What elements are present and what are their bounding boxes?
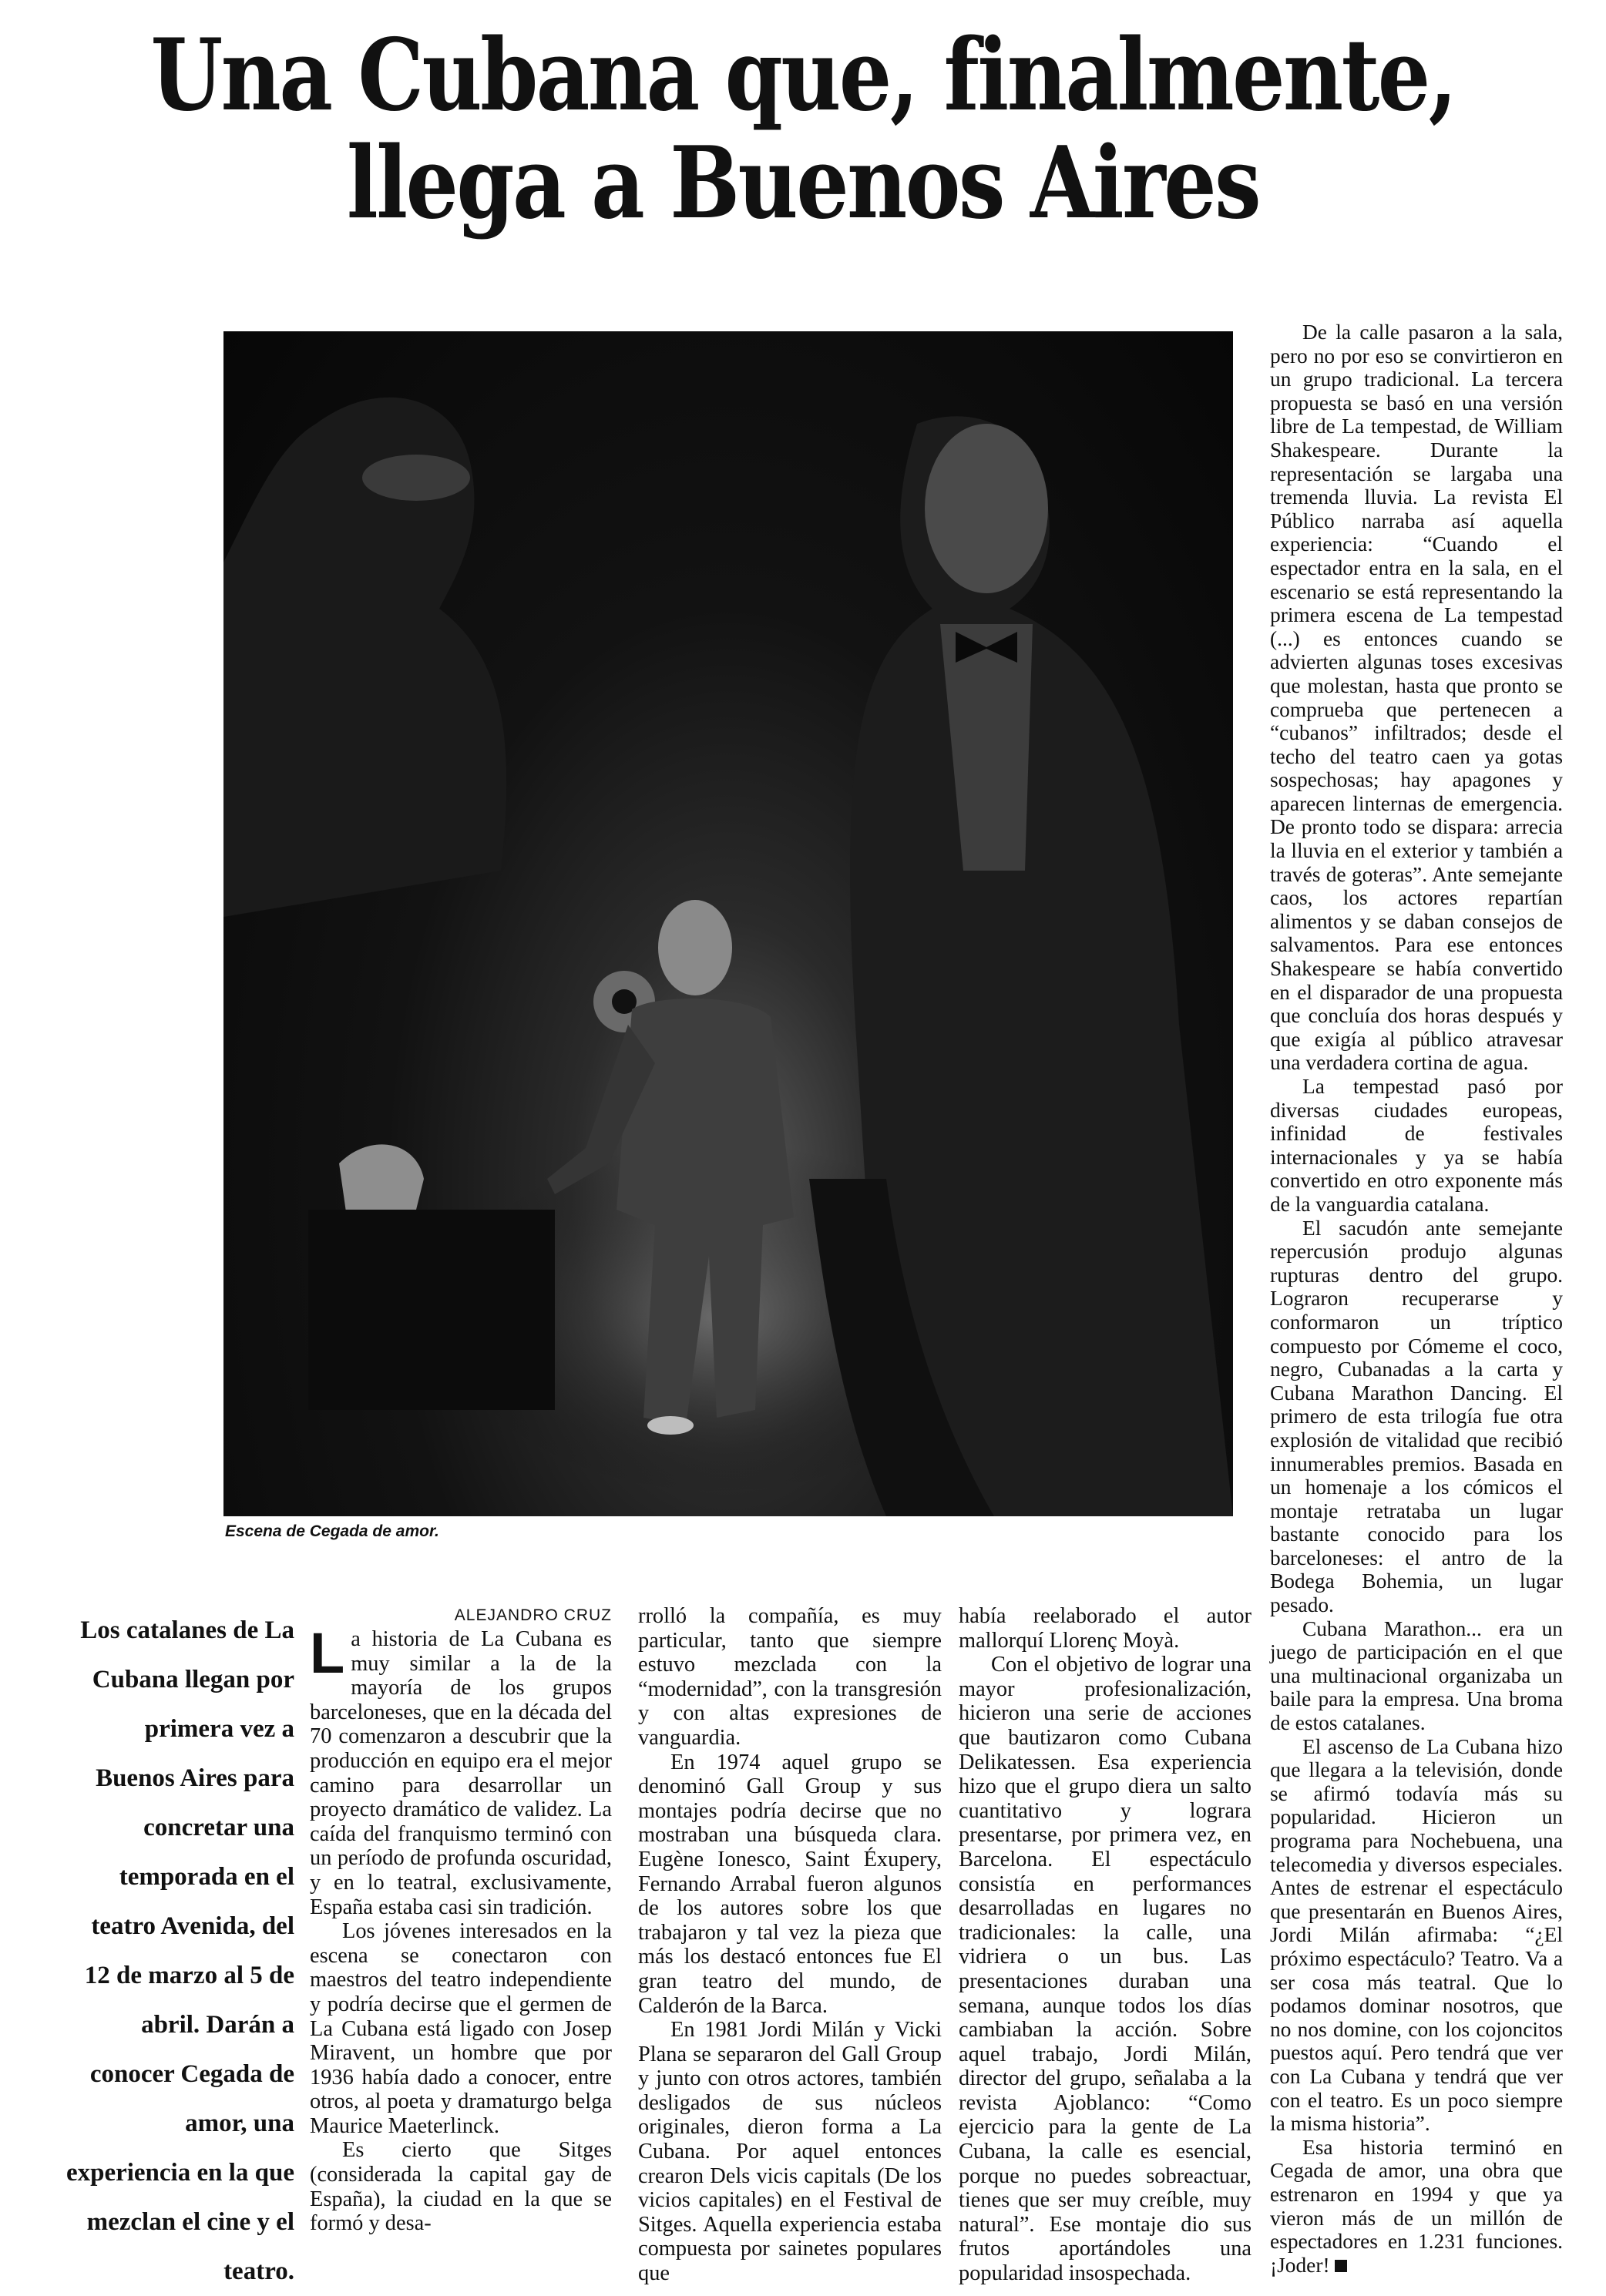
- paragraph: De la calle pasaron a la sala, pero no por eso se convirtieron en un grupo tradicional. La tercera propuesta se basó en una versión libre de La tempestad, de William Shakespeare. Durante la representación se largaba una tremenda lluvia. La revista El Público narraba así aquella experiencia: “Cuando el espectador entra en la sala, en el escenario se está representando la primera escena de La tempestad (...) es entonces cuando se advierten algunas toses excesivas que molestan, hasta que pronto se comprueba que pertenecen a “cubanos” infiltrados; desde el techo del teatro caen ya gotas sospechosas; hay apagones y aparecen linternas de emergencia. De pronto todo se dispara: arrecia la lluvia en el exterior y también a través de goteras”. Ante semejante caos, los actores repartían alimentos y se daban consejos de salvamentos. Para ese entonces Shakespeare se había convertido en el disparador de una propuesta que concluía dos horas después y que exigía al público atravesar una verdadera cortina de agua.: [1270, 321, 1563, 1075]
- end-mark-icon: [1335, 2260, 1347, 2272]
- paragraph: En 1974 aquel grupo se denominó Gall Group y sus montajes podría decirse que no mostraban una búsqueda clara. Eugène Ionesco, Saint Éxupery, Fernando Arrabal fueron algunos de los autores sobre los que trabajaron y tal vez la pieza que más los destacó entonces fue El gran teatro del mundo, de Calderón de la Barca.: [638, 1750, 942, 2018]
- paragraph: Esa historia terminó en Cegada de amor, una obra que estrenaron en 1994 y que ya vieron más de un millón de espectadores en 1.231 funciones. ¡Joder!: [1270, 2135, 1563, 2277]
- paragraph: Cubana Marathon... era un juego de participación en el que una multinacional organizaba un baile para la empresa. Una broma de estos catalanes.: [1270, 1616, 1563, 1735]
- paragraph: Es cierto que Sitges (considerada la capital gay de España), la ciudad en la que se formó y desa-: [310, 2138, 612, 2236]
- article-column-2: [638, 1604, 942, 2286]
- paragraph: El sacudón ante semejante repercusión produjo algunas rupturas dentro del grupo. Lograron recuperarse y conformaron un tríptico compuesto por Cómeme el coco, negro, Cubanadas a la carta y Cubana Marathon Dancing. El primero de esta trilogía fue otra explosión de vitalidad que recibió innumerables premios. Basada en un homenaje a los cómicos el montaje retrataba un lugar bastante conocido para los barceloneses: el antro de la Bodega Bohemia, un lugar pesado.: [1270, 1216, 1563, 1617]
- article-column-4: [1270, 321, 1563, 2277]
- actor-shoe: [647, 1416, 694, 1435]
- man-face: [925, 424, 1048, 593]
- stage-photo-figures: [223, 331, 1233, 1516]
- headline-line-2: llega a Buenos Aires: [346, 126, 1260, 241]
- paragraph: La tempestad pasó por diversas ciudades europeas, infinidad de festivales internacionales y ya se había convertido en otro exponente más de la vanguardia catalana.: [1270, 1075, 1563, 1216]
- stage-prop-left: [339, 1144, 424, 1217]
- article-column-1: [310, 1604, 612, 2236]
- paragraph: había reelaborado el autor mallorquí Llorenç Moyà.: [959, 1604, 1252, 1653]
- stage-table: [308, 1210, 555, 1410]
- paragraph: Los jóvenes interesados en la escena se conectaron con maestros del teatro independiente y podría decirse que el germen de La Cubana está ligado con Josep Miravent, un hombre que por 1936 había dado a conocer, entre otros, al poeta y dramaturgo belga Maurice Maeterlinck.: [310, 1919, 612, 2138]
- headline-line-1: Una Cubana que, finalmente,: [150, 18, 1456, 133]
- article-column-3: [959, 1604, 1252, 2286]
- paragraph: Con el objetivo de lograr una mayor profesionalización, hicieron una serie de acciones que bautizaron como Cubana Delikatessen. Esa experiencia hizo que el grupo diera un salto cuantitativo y lograra presentarse, por primera vez, en Barcelona. El espectáculo consistía en performances desarrolladas en lugares no tradicionales: la calle, una vidriera o un bus. Las presentaciones duraban una semana, aunque todos los días cambiaban la acción. Sobre aquel trabajo, Jordi Milán, director del grupo, señalaba a la revista Ajoblanco: “Como ejercicio para la gente de La Cubana, la calle es esencial, porque no puedes sobreactuar, tienes que ser muy creíble, muy natural”. Ese montaje dio sus frutos aportándoles una popularidad insospechada.: [959, 1653, 1252, 2286]
- woman-glasses: [362, 455, 470, 501]
- byline: ALEJANDRO CRUZ: [454, 1606, 612, 1624]
- paragraph: En 1981 Jordi Milán y Vicki Plana se separaron del Gall Group y junto con otros actores, también desligados de sus núcleos originales, dieron forma a La Cubana. Por aquel entonces crearon Dels vicis capitals (De los vicios capitales) en el Festival de Sitges. Aquella experiencia estaba compuesta por sainetes populares que: [638, 2018, 942, 2286]
- paragraph: a historia de La Cubana es muy similar a la de la mayoría de los grupos barceloneses, que en la década del 70 comenzaron a descubrir que la producción en equipo era el mejor camino para desarrollar un proyecto dramático de validez. La caída del franquismo terminó con un período de profunda oscuridad, y en lo teatral, exclusivamente, España estaba casi sin tradición.: [310, 1627, 612, 1919]
- stage-photo: [223, 331, 1233, 1516]
- photo-caption: Escena de Cegada de amor.: [225, 1522, 439, 1540]
- headline: [129, 18, 1478, 241]
- lede-standfirst: Los catalanes de La Cubana llegan por primera vez a Buenos Aires para concretar una temporada en el teatro Avenida, del 12 de marzo al 5 de abril. Darán a conocer Cegada de amor, una experiencia en la que mezclan el cine y el teatro.: [66, 1616, 294, 2285]
- paragraph: rrolló la compañía, es muy particular, tanto que siempre estuvo mezclada con la “modernidad”, con la transgresión y con altas expresiones de vanguardia.: [638, 1604, 942, 1750]
- actor-head: [658, 900, 732, 995]
- paragraph: El ascenso de La Cubana hizo que llegara a la televisión, donde se afirmó todavía más su popularidad. Hicieron un programa para Nochebuena, una telecomedia y diversos especiales. Antes de estrenar el espectáculo que presentarán en Buenos Aires, Jordi Milán afirmaba: “¿El próximo espectáculo? Teatro. Va a ser cosa más teatral. Que lo podamos dominar nosotros, que no nos domine, con los cojoncitos puestos aquí. Pero tendrá que ver con La Cubana y tendrá que ver con el teatro. Es un poco siempre la misma historia”.: [1270, 1734, 1563, 2136]
- drop-cap: L: [310, 1621, 345, 1685]
